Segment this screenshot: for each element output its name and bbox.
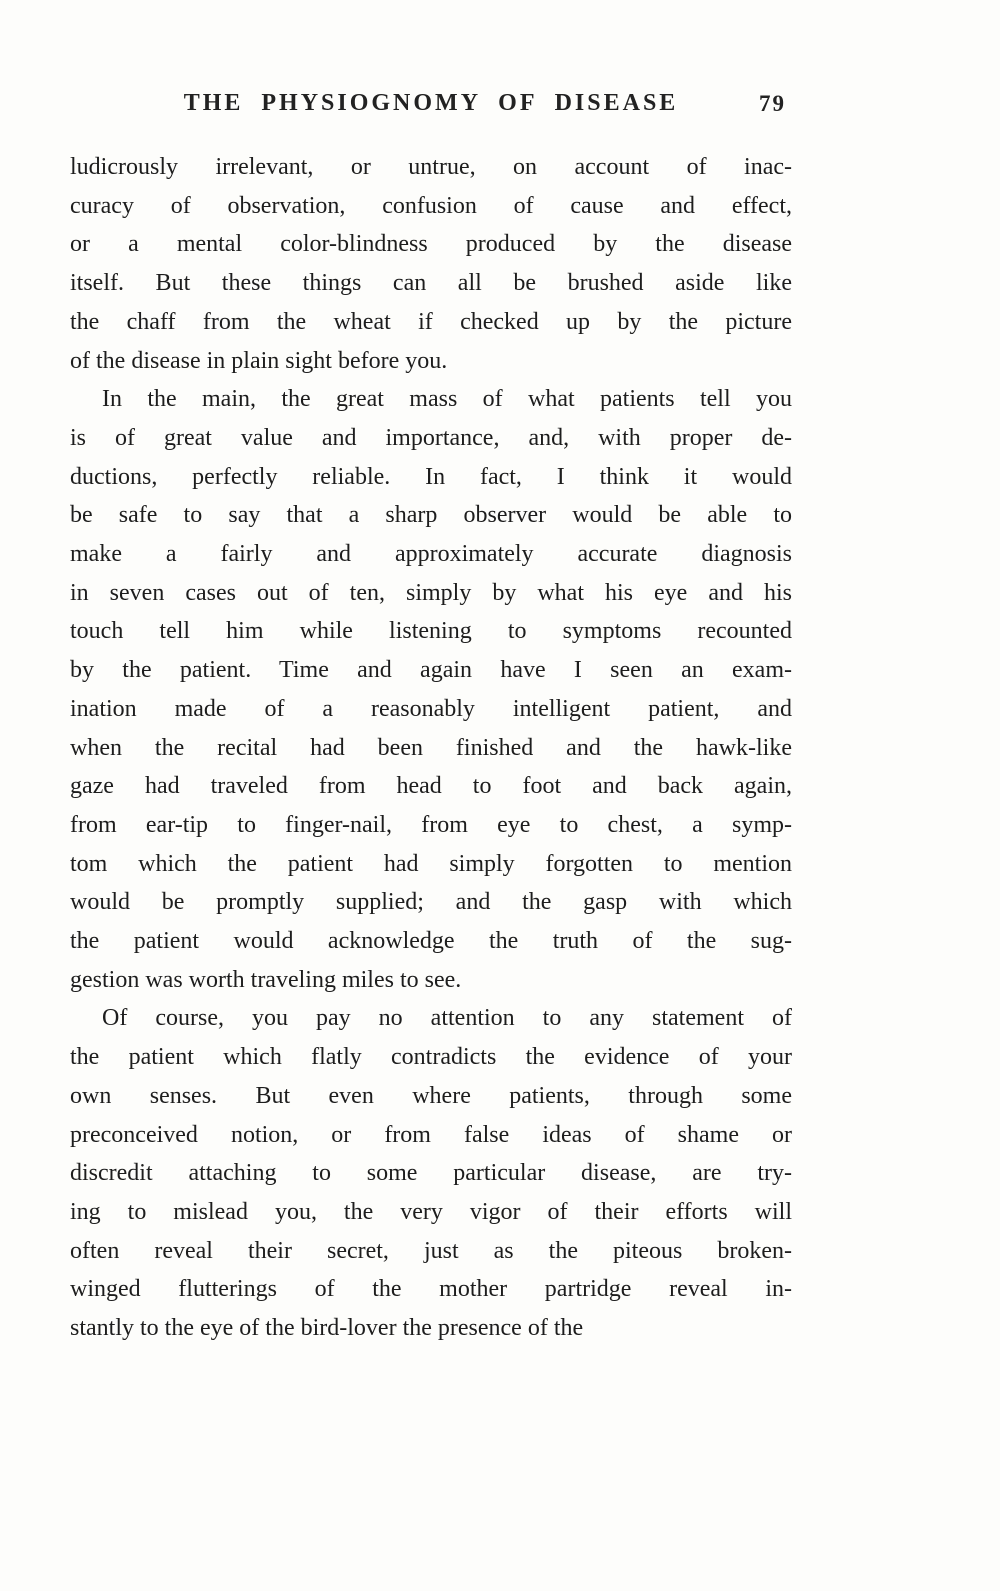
text-line: Of course, you pay no attention to any statement of [102,1005,792,1032]
text-line: is of great value and importance, and, with proper de- [70,424,792,451]
page-number: 79 [759,91,786,116]
text-line: gestion was worth traveling miles to see. [70,966,462,993]
running-title: THE PHYSIOGNOMY OF DISEASE [183,90,679,116]
text-line: would be promptly supplied; and the gasp with which [70,889,792,916]
text-line: curacy of observation, confusion of cause and effect, [70,192,792,219]
text-line: gaze had traveled from head to foot and back again, [70,773,792,800]
paragraph [70,148,792,380]
text-line: ludicrously irrelevant, or untrue, on account of inac- [70,154,792,180]
text-line: itself. But these things can all be brushed aside like [70,270,792,297]
page-body [70,148,792,1348]
text-line: tom which the patient had simply forgotten to mention [70,850,792,877]
text-line: the patient would acknowledge the truth of the sug- [70,928,792,955]
text-line: own senses. But even where patients, through some [70,1082,792,1109]
text-line: make a fairly and approximately accurate diagnosis [70,541,792,568]
text-line: in seven cases out of ten, simply by what his eye and his [70,579,792,606]
text-line: from ear-tip to finger-nail, from eye to chest, a symp- [70,811,792,838]
text-line: ination made of a reasonably intelligent patient, and [70,695,792,722]
text-block [70,90,792,1348]
text-line: discredit attaching to some particular disease, are try- [70,1160,792,1187]
text-line: In the main, the great mass of what patients tell you [102,386,792,413]
text-line: be safe to say that a sharp observer would be able to [70,502,792,529]
text-line: the chaff from the wheat if checked up by the picture [70,308,792,335]
text-line: winged flutterings of the mother partridge reveal in- [70,1276,792,1303]
text-line: ductions, perfectly reliable. In fact, I think it would [70,463,792,490]
text-line: the patient which flatly contradicts the evidence of your [70,1044,792,1071]
text-line: of the disease in plain sight before you. [70,347,448,374]
text-line: ing to mislead you, the very vigor of their efforts will [70,1198,792,1225]
paragraph [70,380,792,999]
text-line: stantly to the eye of the bird-lover the presence of the [70,1315,584,1342]
text-line: or a mental color-blindness produced by the disease [70,231,792,258]
text-line: preconceived notion, or from false ideas of shame or [70,1121,792,1148]
text-line: by the patient. Time and again have I seen an exam- [70,657,792,684]
page-header [70,90,792,126]
text-line: often reveal their secret, just as the piteous broken- [70,1237,792,1264]
text-line: when the recital had been finished and the hawk-like [70,734,792,761]
text-line: touch tell him while listening to symptoms recounted [70,618,792,645]
paragraph [70,999,792,1347]
